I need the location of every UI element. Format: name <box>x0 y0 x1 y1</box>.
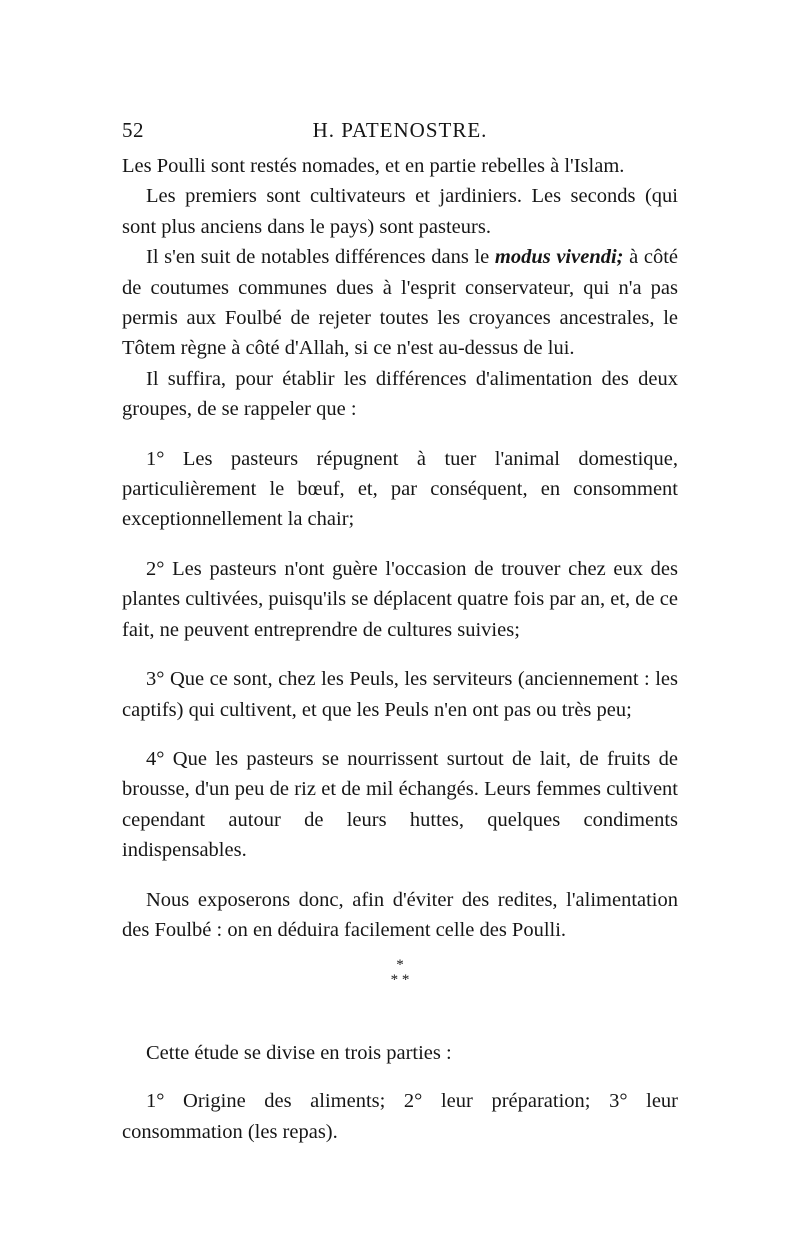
paragraph-cultivateurs-pasteurs: Les premiers sont cultivateurs et jardiniers. Les seconds (qui sont plus anciens dans le pays) sont pasteurs. <box>122 185 678 238</box>
section-intro: Cette étude se divise en trois parties : <box>146 1042 452 1064</box>
body-text <box>122 151 678 945</box>
page-number: 52 <box>122 118 144 142</box>
list-item-1: 1° Les pasteurs répugnent à tuer l'animal domestique, particulièrement le bœuf, et, par conséquent, en consomment exceptionnellement la chair; <box>122 447 678 531</box>
list-item-4: 4° Que les pasteurs se nourrissent surtout de lait, de fruits de brousse, d'un peu de riz et de mil échangés. Leurs femmes cultivent cependant autour de leurs huttes, quelques condiments indispensables. <box>122 747 678 862</box>
paragraph-text: à côté de coutumes communes dues à l'esprit conservateur, qui n'a pas permis aux Foulbé de rejeter toutes les croyances ancestrales, le Tôtem règne à côté d'Allah, si ce n'est au-dessus de lui. <box>122 246 678 360</box>
paragraph-modus-vivendi <box>122 242 678 364</box>
paragraph-exposition: Nous exposerons donc, afin d'éviter des redites, l'alimentation des Foulbé : on en déduira facilement celle des Poulli. <box>122 888 678 941</box>
asterism-top: * <box>396 957 404 973</box>
list-item-3: 3° Que ce sont, chez les Peuls, les serviteurs (anciennement : les captifs) qui cultivent, et que les Peuls n'en ont pas ou très peu; <box>122 668 678 721</box>
section-divisions <box>122 1038 678 1147</box>
asterism-divider <box>368 958 432 998</box>
latin-term: modus vivendi; <box>494 246 624 269</box>
page-header <box>122 118 678 144</box>
paragraph-differences-alimentation: Il suffira, pour établir les différences d'alimentation des deux groupes, de se rappeler que : <box>122 367 678 421</box>
section-list: 1° Origine des aliments; 2° leur préparation; 3° leur consommation (les repas). <box>122 1090 678 1143</box>
asterism-bottom: * * <box>390 972 410 988</box>
running-head: H. PATENOSTRE. <box>312 118 488 142</box>
paragraph-text: Il s'en suit de notables différences dans le <box>146 246 495 269</box>
paragraph-poulli-nomades: Les Poulli sont restés nomades, et en partie rebelles à l'Islam. <box>122 155 625 177</box>
list-item-2: 2° Les pasteurs n'ont guère l'occasion de trouver chez eux des plantes cultivées, puisqu'ils se déplacent quatre fois par an, et, de ce fait, ne peuvent entreprendre de cultures suivies; <box>122 557 678 641</box>
